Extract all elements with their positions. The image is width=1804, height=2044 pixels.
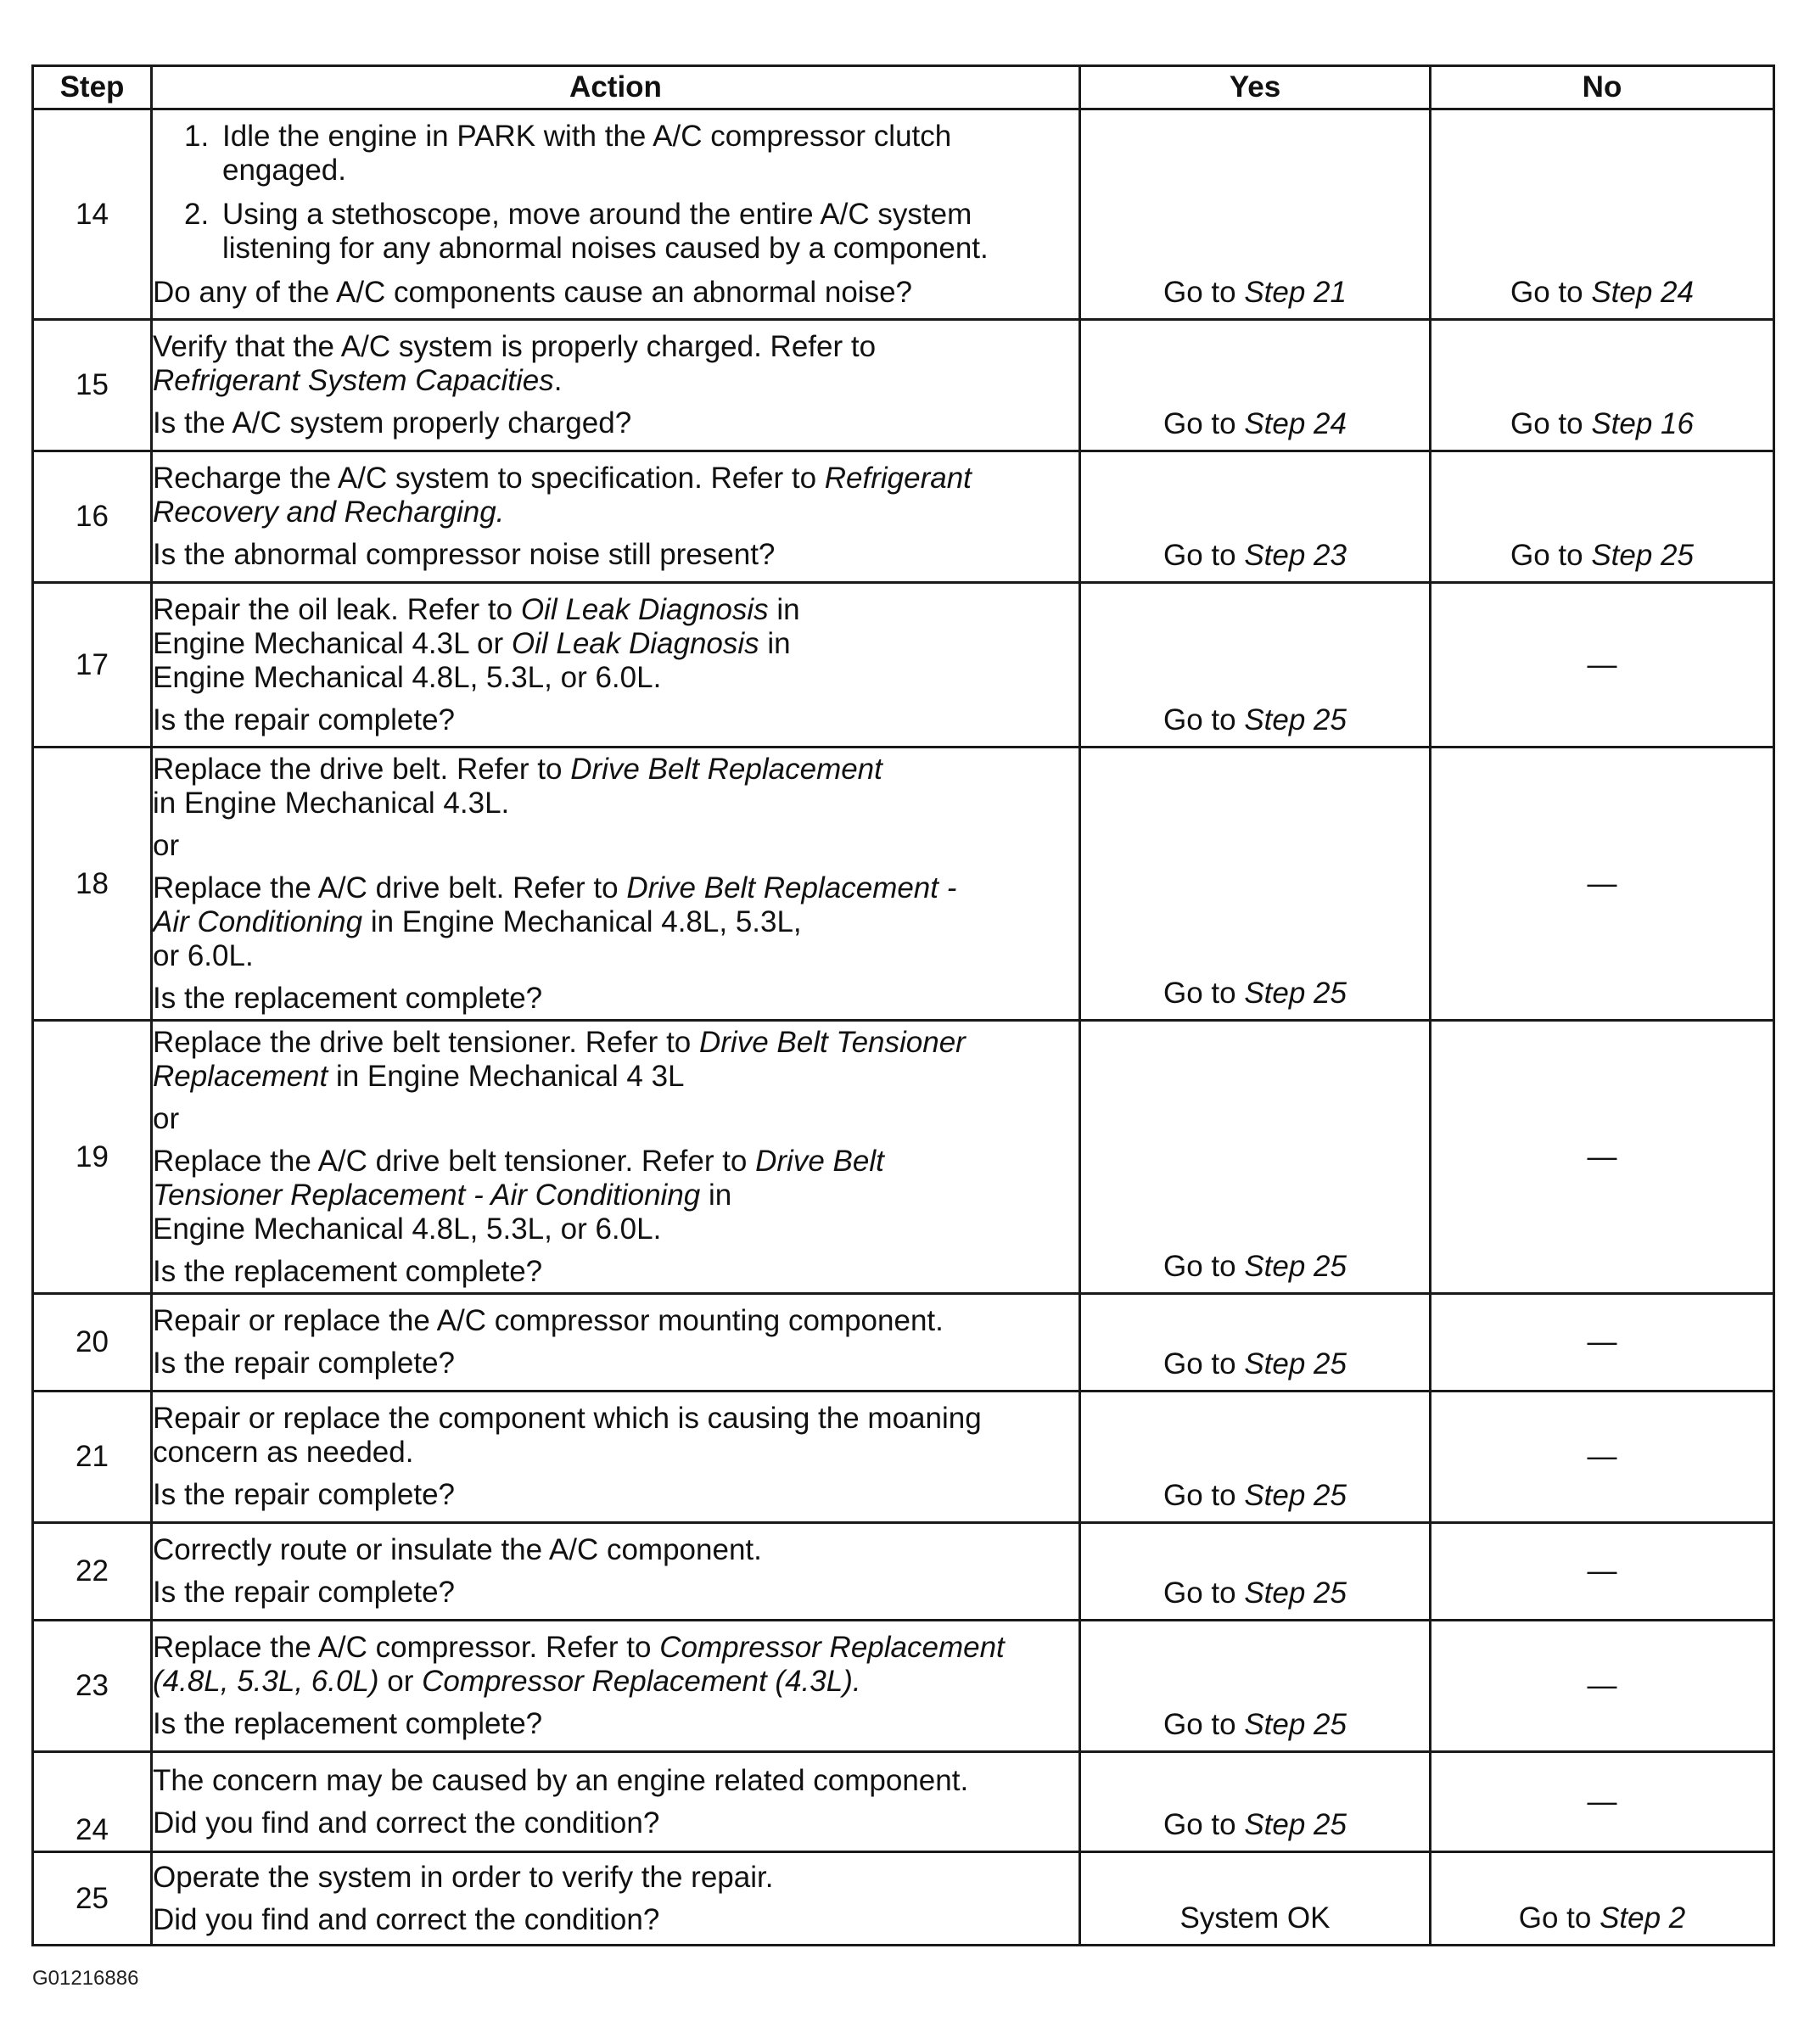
step-number: 16	[33, 451, 152, 583]
no-cell: Go to Step 2	[1431, 1852, 1774, 1946]
step-number: 20	[33, 1294, 152, 1392]
yes-cell: Go to Step 25	[1080, 583, 1431, 748]
action-cell: Replace the drive belt tensioner. Refer to Drive Belt Tensioner Replacement in Engine Mechanical 4 3L or Replace the A/C drive belt tensioner. Refer to Drive Belt Tensioner Replacement - Air Conditioning in Engine Mechanical 4.8L, 5.3L, or 6.0L. Is the replacement complete?	[152, 1021, 1080, 1294]
no-cell: Go to Step 16	[1431, 320, 1774, 451]
no-dash: —	[1587, 1325, 1617, 1358]
table-row	[33, 320, 1774, 451]
no-cell	[1431, 1523, 1774, 1621]
step-number: 15	[33, 320, 152, 451]
list-item: 2. Using a stethoscope, move around the entire A/C system listening for any abnormal noises caused by a component.	[184, 197, 989, 265]
action-question: Do any of the A/C components cause an abnormal noise?	[153, 275, 912, 309]
action-question: Is the repair complete?	[153, 1576, 456, 1609]
no-dash: —	[1587, 647, 1617, 681]
header-yes: Yes	[1080, 66, 1431, 109]
action-cell: Repair or replace the A/C compressor mounting component. Is the repair complete?	[152, 1294, 1080, 1392]
table-row	[33, 1392, 1774, 1523]
no-cell	[1431, 1621, 1774, 1752]
action-cell	[152, 109, 1080, 320]
step-number: 18	[33, 748, 152, 1021]
table-row	[33, 1621, 1774, 1752]
table-row	[33, 583, 1774, 748]
no-cell	[1431, 1294, 1774, 1392]
diagnostic-table	[31, 64, 1775, 1946]
action-cell: Repair or replace the component which is causing the moaning concern as needed. Is the repair complete?	[152, 1392, 1080, 1523]
action-question: Is the replacement complete?	[153, 1254, 543, 1288]
no-dash: —	[1587, 1554, 1617, 1588]
yes-cell: Go to Step 24	[1080, 320, 1431, 451]
yes-cell: Go to Step 23	[1080, 451, 1431, 583]
no-cell: Go to Step 25	[1431, 451, 1774, 583]
yes-cell: Go to Step 25	[1080, 748, 1431, 1021]
no-cell	[1431, 748, 1774, 1021]
action-question: Is the A/C system properly charged?	[153, 406, 632, 440]
no-dash: —	[1587, 1669, 1617, 1702]
yes-cell: Go to Step 25	[1080, 1752, 1431, 1852]
action-question: Did you find and correct the condition?	[153, 1806, 660, 1840]
step-number: 25	[33, 1852, 152, 1946]
action-question: Did you find and correct the condition?	[153, 1902, 660, 1936]
action-question: Is the replacement complete?	[153, 981, 543, 1015]
no-cell	[1431, 1752, 1774, 1852]
action-cell: Replace the drive belt. Refer to Drive Belt Replacement in Engine Mechanical 4.3L. or Replace the A/C drive belt. Refer to Drive Belt Replacement - Air Conditioning in Engine Mechanical 4.8L, 5.3L, or 6.0L. Is the replacement complete?	[152, 748, 1080, 1021]
step-number: 14	[33, 109, 152, 320]
no-dash: —	[1587, 1440, 1617, 1473]
action-question: Is the repair complete?	[153, 703, 456, 736]
action-cell: Verify that the A/C system is properly charged. Refer to Refrigerant System Capacities. Is the A/C system properly charged?	[152, 320, 1080, 451]
no-cell	[1431, 1392, 1774, 1523]
no-cell	[1431, 583, 1774, 748]
action-cell: Replace the A/C compressor. Refer to Compressor Replacement (4.8L, 5.3L, 6.0L) or Compressor Replacement (4.3L). Is the replacement complete?	[152, 1621, 1080, 1752]
table-row	[33, 1294, 1774, 1392]
action-cell: Recharge the A/C system to specification. Refer to Refrigerant Recovery and Recharging. Is the abnormal compressor noise still present?	[152, 451, 1080, 583]
header-row	[33, 66, 1774, 109]
table-row	[33, 748, 1774, 1021]
table-row	[33, 1523, 1774, 1621]
action-question: Is the repair complete?	[153, 1478, 456, 1511]
action-cell: Operate the system in order to verify the repair. Did you find and correct the condition?	[152, 1852, 1080, 1946]
step-number: 17	[33, 583, 152, 748]
header-step: Step	[33, 66, 152, 109]
no-cell: Go to Step 24	[1431, 109, 1774, 320]
list-item: 1. Idle the engine in PARK with the A/C compressor clutch engaged.	[184, 119, 952, 187]
yes-cell: Go to Step 21	[1080, 109, 1431, 320]
figure-id-caption: G01216886	[32, 1967, 139, 1990]
no-dash: —	[1587, 1140, 1617, 1173]
action-question: Is the abnormal compressor noise still present?	[153, 538, 776, 571]
table-row	[33, 1752, 1774, 1852]
yes-cell: Go to Step 25	[1080, 1294, 1431, 1392]
header-action: Action	[152, 66, 1080, 109]
step-number: 19	[33, 1021, 152, 1294]
action-cell: Correctly route or insulate the A/C component. Is the repair complete?	[152, 1523, 1080, 1621]
action-question: Is the repair complete?	[153, 1347, 456, 1380]
action-list	[153, 120, 1078, 266]
yes-cell: Go to Step 25	[1080, 1021, 1431, 1294]
table-row	[33, 109, 1774, 320]
header-no: No	[1431, 66, 1774, 109]
step-number: 22	[33, 1523, 152, 1621]
action-question: Is the replacement complete?	[153, 1707, 543, 1740]
yes-cell: Go to Step 25	[1080, 1523, 1431, 1621]
no-dash: —	[1587, 1784, 1617, 1818]
no-dash: —	[1587, 866, 1617, 900]
step-number: 23	[33, 1621, 152, 1752]
yes-cell: System OK	[1080, 1852, 1431, 1946]
step-number: 21	[33, 1392, 152, 1523]
step-number: 24	[33, 1752, 152, 1852]
yes-cell: Go to Step 25	[1080, 1392, 1431, 1523]
table-row	[33, 451, 1774, 583]
yes-cell: Go to Step 25	[1080, 1621, 1431, 1752]
no-cell	[1431, 1021, 1774, 1294]
table-row	[33, 1021, 1774, 1294]
table-row	[33, 1852, 1774, 1946]
action-cell: The concern may be caused by an engine related component. Did you find and correct the condition?	[152, 1752, 1080, 1852]
action-cell: Repair the oil leak. Refer to Oil Leak Diagnosis in Engine Mechanical 4.3L or Oil Leak Diagnosis in Engine Mechanical 4.8L, 5.3L, or 6.0L. Is the repair complete?	[152, 583, 1080, 748]
